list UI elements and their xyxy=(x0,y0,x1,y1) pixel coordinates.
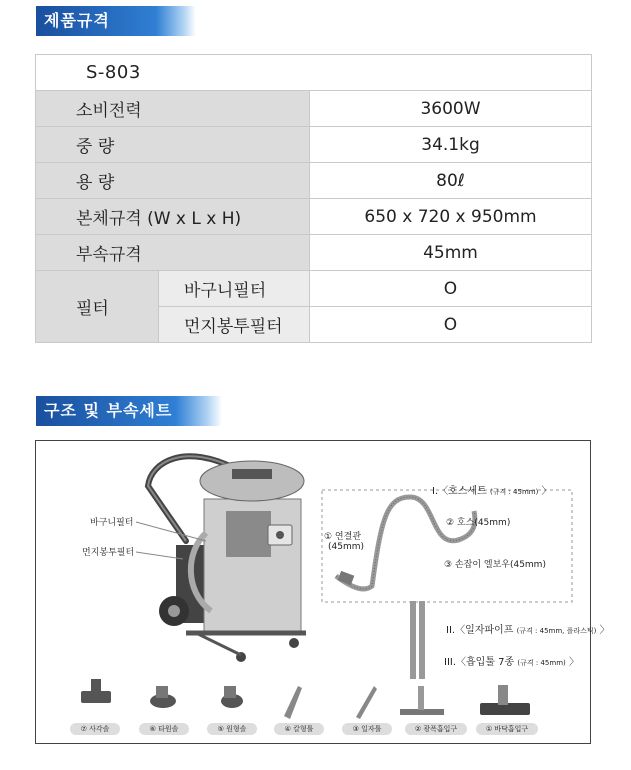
bracket-text: 〉 xyxy=(541,486,552,497)
basket-filter-illustration xyxy=(226,511,271,557)
tool-label-oval-brush: ⑥ 타원솔 xyxy=(139,723,189,735)
spec-value-basket-filter: O xyxy=(310,271,592,307)
tools-set-label: III.〈흡입툴 7종 xyxy=(444,657,515,668)
section-title-spec-text: 제품규격 xyxy=(44,11,110,30)
tools-set-title xyxy=(444,653,579,668)
callout-line xyxy=(136,522,206,541)
spec-label-filter: 필터 xyxy=(36,271,159,343)
spec-value-bag-filter: O xyxy=(310,307,592,343)
pipe-illustration xyxy=(410,601,416,679)
spec-value-dimensions: 650 x 720 x 950mm xyxy=(310,199,592,235)
vacuum-cleaner-illustration xyxy=(148,456,306,662)
tool-label-square-brush: ⑦ 사각솔 xyxy=(70,723,120,735)
structure-diagram xyxy=(35,440,610,744)
connector-size: (45mm) xyxy=(328,542,365,552)
spec-model-row xyxy=(36,55,592,91)
callout-line xyxy=(136,552,183,559)
callout-basket-filter: 바구니필터 xyxy=(90,518,134,528)
spec-row xyxy=(36,271,592,307)
tool-label-crevice-tool: ④ 칼형툴 xyxy=(274,723,324,735)
section-title-spec xyxy=(36,6,196,36)
hose-set-label: I.〈호스세트 xyxy=(432,486,487,497)
spec-row xyxy=(36,199,592,235)
pipe-set-label: II.〈일자파이프 xyxy=(446,625,514,636)
spec-label-capacity: 용 량 xyxy=(36,163,310,199)
hose-set-spec: (규격 : 45mm) xyxy=(489,488,539,496)
hose-label: ② 호스(45mm) xyxy=(446,518,511,528)
pipe-set-spec: (규격 : 45mm, 플라스틱) xyxy=(516,627,597,635)
spec-table xyxy=(35,54,592,343)
spec-row xyxy=(36,163,592,199)
pipe-illustration xyxy=(419,601,425,679)
spec-value-weight: 34.1kg xyxy=(310,127,592,163)
callout-bag-filter: 먼지봉투필터 xyxy=(82,548,135,558)
tools-illustration xyxy=(81,679,530,719)
tool-label-straight-tool: ③ 일자툴 xyxy=(342,723,392,735)
spec-label-bag-filter: 먼지봉투필터 xyxy=(159,307,310,343)
elbow-label: ③ 손잡이 엘보우(45mm) xyxy=(444,560,546,570)
section-title-structure-text: 구조 및 부속세트 xyxy=(44,401,173,420)
spec-label-basket-filter: 바구니필터 xyxy=(159,271,310,307)
hose-set-title xyxy=(432,482,552,497)
connector-illustration xyxy=(338,571,355,585)
spec-value-power: 3600W xyxy=(310,91,592,127)
spec-row xyxy=(36,235,592,271)
section-title-structure xyxy=(36,396,222,426)
model-name: S-803 xyxy=(36,55,592,91)
spec-label-weight: 중 량 xyxy=(36,127,310,163)
connector-label: ① 연결관 xyxy=(324,532,362,542)
pipe-set-title xyxy=(446,621,610,636)
spec-row xyxy=(36,91,592,127)
bracket-text: 〉 xyxy=(599,625,610,636)
spec-row xyxy=(36,127,592,163)
spec-label-power: 소비전력 xyxy=(36,91,310,127)
spec-value-capacity: 80ℓ xyxy=(310,163,592,199)
bracket-text: 〉 xyxy=(568,657,579,668)
tool-label-round-brush: ⑤ 원형솔 xyxy=(207,723,257,735)
spec-label-accessory: 부속규격 xyxy=(36,235,310,271)
spec-value-accessory: 45mm xyxy=(310,235,592,271)
spec-label-dimensions: 본체규격 (W x L x H) xyxy=(36,199,310,235)
tool-label-wide-nozzle: ② 광폭흡입구 xyxy=(405,723,467,735)
tool-label-floor-nozzle: ① 바닥흡입구 xyxy=(476,723,538,735)
tools-set-spec: (규격 : 45mm) xyxy=(517,659,566,667)
